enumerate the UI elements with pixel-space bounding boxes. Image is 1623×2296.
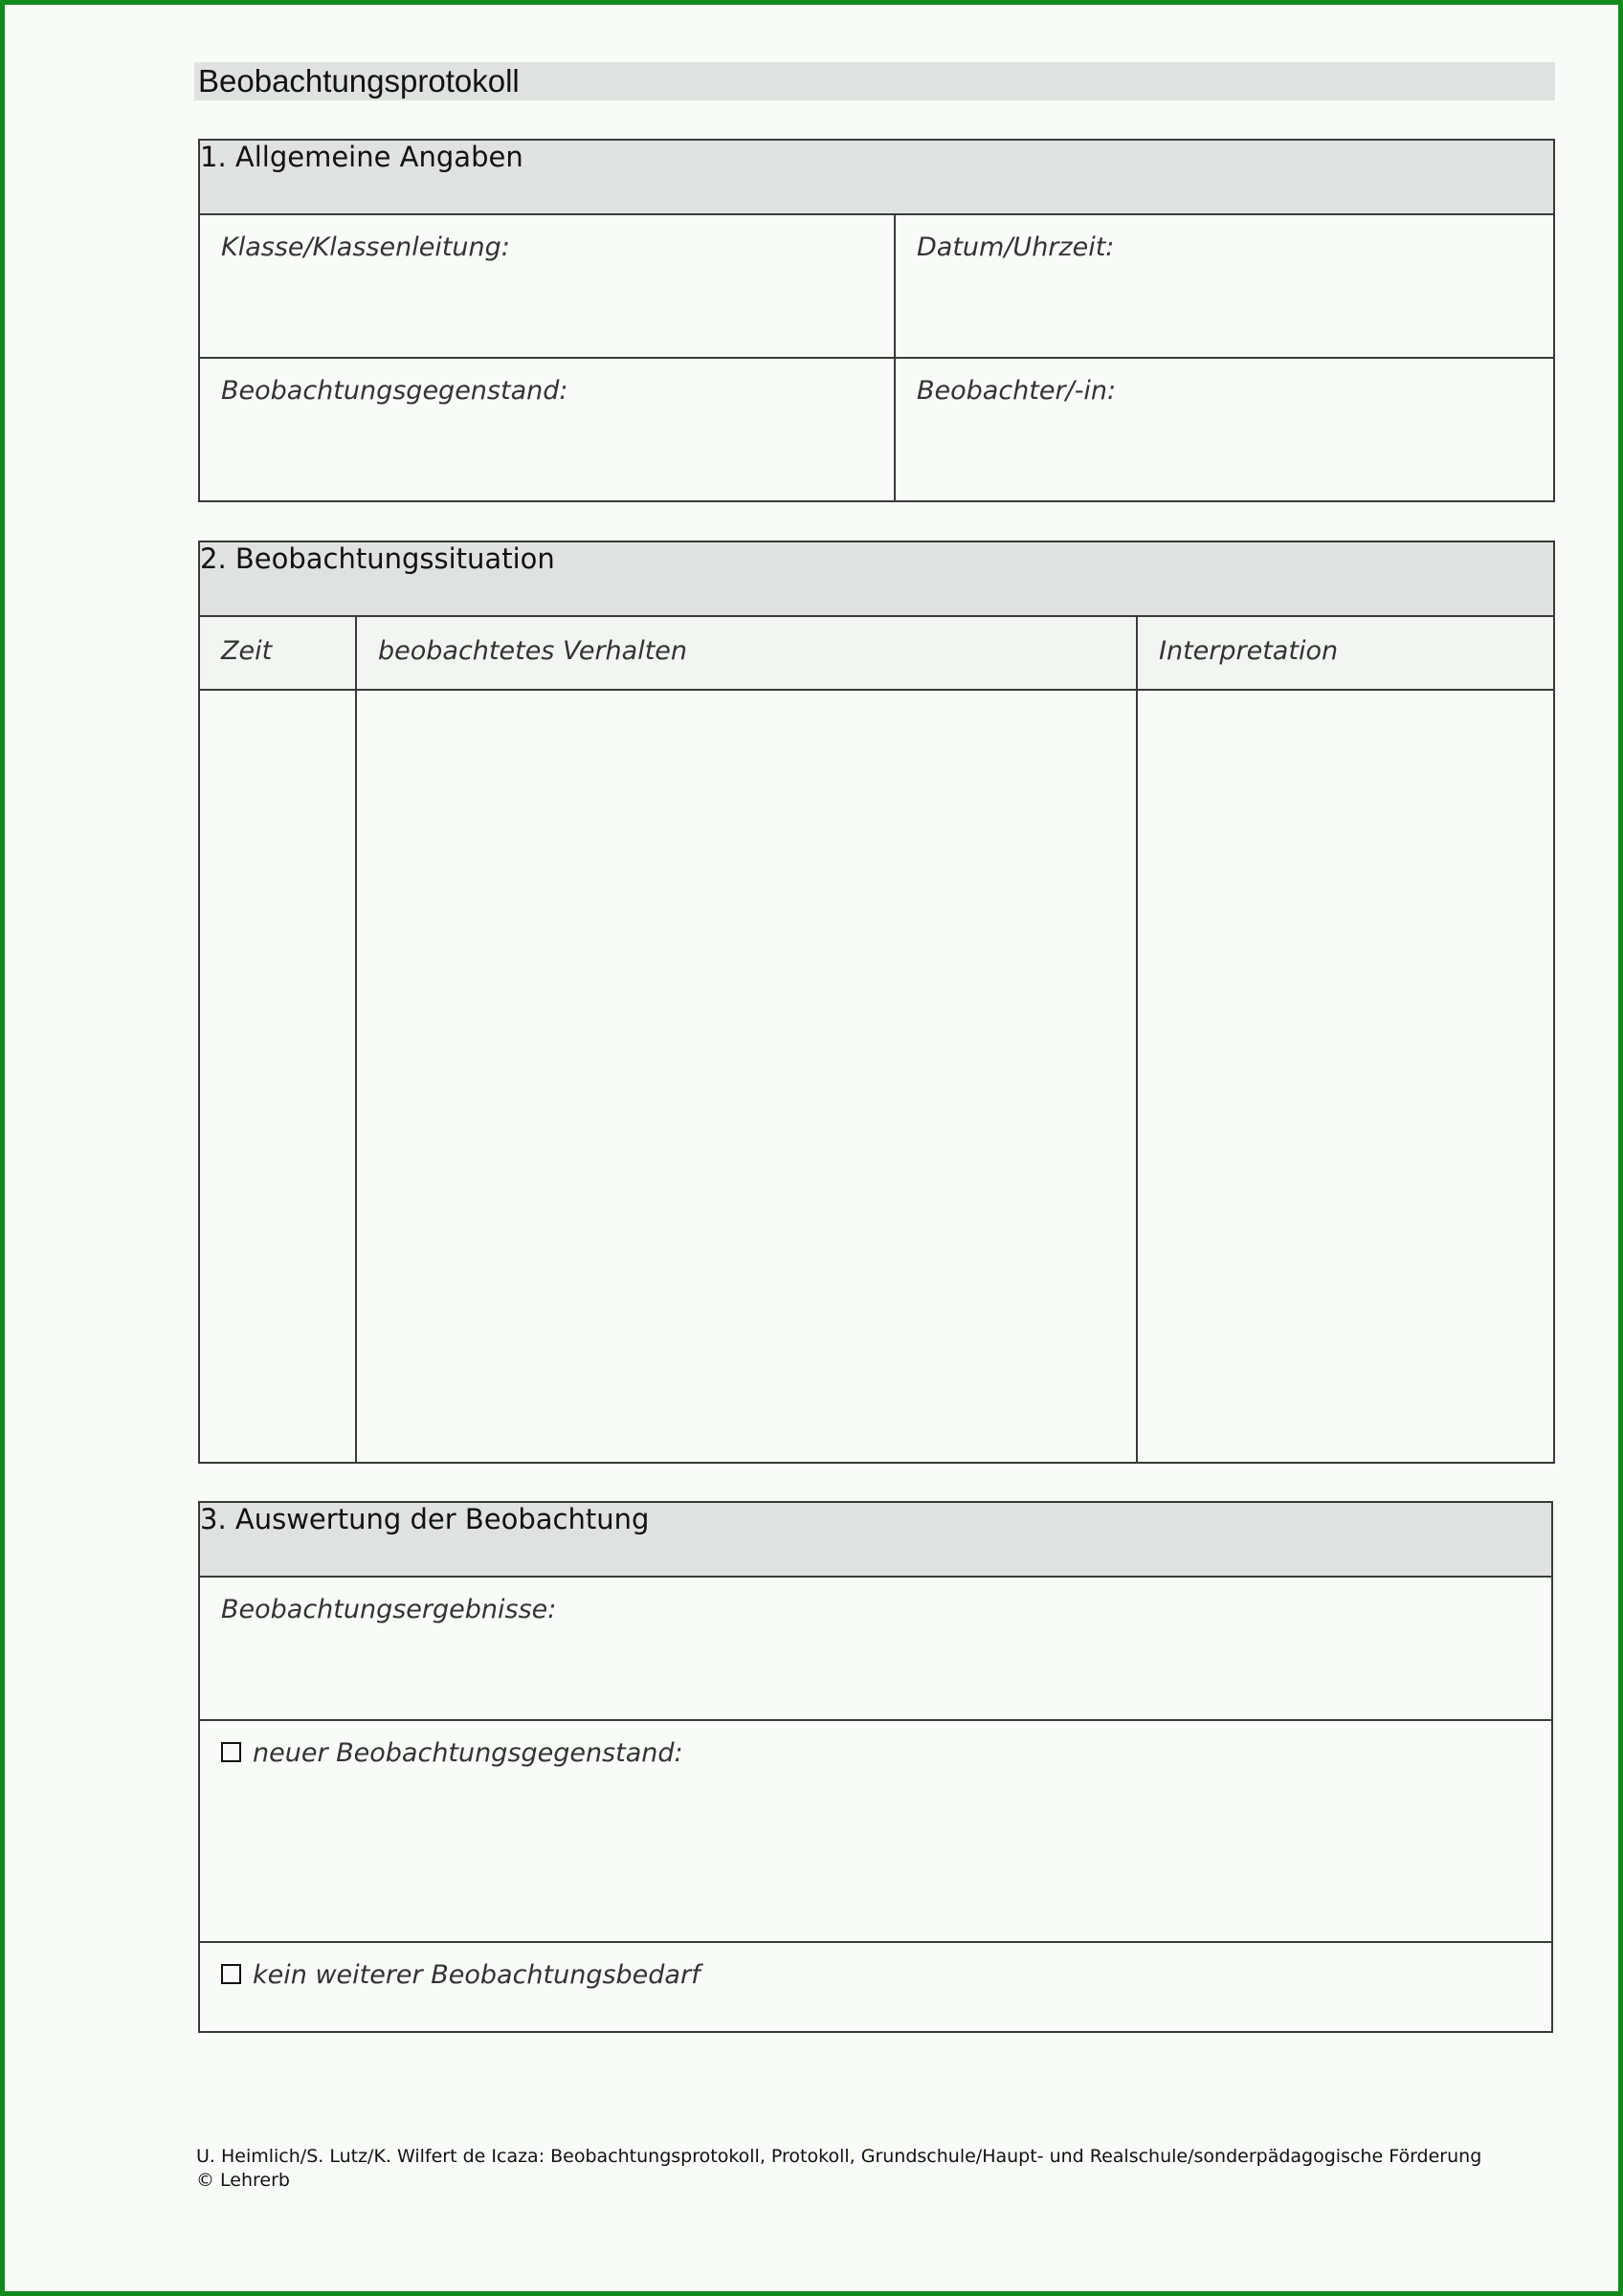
option-neuer-gegenstand[interactable] <box>199 1720 1552 1942</box>
section-evaluation <box>198 1501 1553 2033</box>
field-datum-label: Datum/Uhrzeit: <box>917 232 1115 262</box>
option-neuer-gegenstand-label: neuer Beobachtungsgegenstand: <box>253 1738 683 1768</box>
field-beobachter-label: Beobachter/-in: <box>917 376 1117 406</box>
checkbox-icon[interactable] <box>221 1964 241 1984</box>
document-title: Beobachtungsprotokoll <box>194 62 1555 100</box>
section-2-heading: 2. Beobachtungssituation <box>199 541 1554 616</box>
field-klasse-label: Klasse/Klassenleitung: <box>221 232 510 262</box>
option-kein-bedarf[interactable] <box>199 1942 1552 2032</box>
field-gegenstand[interactable] <box>199 358 895 501</box>
cell-zeit[interactable] <box>199 690 356 1463</box>
section-1-heading: 1. Allgemeine Angaben <box>199 140 1554 214</box>
field-ergebnisse-label: Beobachtungsergebnisse: <box>221 1595 557 1624</box>
field-beobachter[interactable] <box>895 358 1554 501</box>
column-header-interpretation: Interpretation <box>1137 616 1554 690</box>
cell-verhalten[interactable] <box>356 690 1137 1463</box>
column-header-verhalten: beobachtetes Verhalten <box>356 616 1137 690</box>
option-kein-bedarf-label: kein weiterer Beobachtungsbedarf <box>253 1960 700 1990</box>
field-datum[interactable] <box>895 214 1554 358</box>
field-klasse[interactable] <box>199 214 895 358</box>
column-header-zeit: Zeit <box>199 616 356 690</box>
footer <box>196 2145 1536 2193</box>
checkbox-icon[interactable] <box>221 1742 241 1762</box>
footer-citation: U. Heimlich/S. Lutz/K. Wilfert de Icaza: Beobachtungsprotokoll, Protokoll, Grundschule/Haupt- und Realschule/sonderpädagogische Förderung <box>196 2146 1482 2167</box>
section-general-info <box>198 139 1555 502</box>
cell-interpretation[interactable] <box>1137 690 1554 1463</box>
footer-copyright: © Lehrerb <box>196 2170 290 2191</box>
section-3-heading: 3. Auswertung der Beobachtung <box>199 1502 1552 1577</box>
field-gegenstand-label: Beobachtungsgegenstand: <box>221 376 568 406</box>
section-observation-situation <box>198 541 1555 1464</box>
field-ergebnisse[interactable] <box>199 1577 1552 1720</box>
